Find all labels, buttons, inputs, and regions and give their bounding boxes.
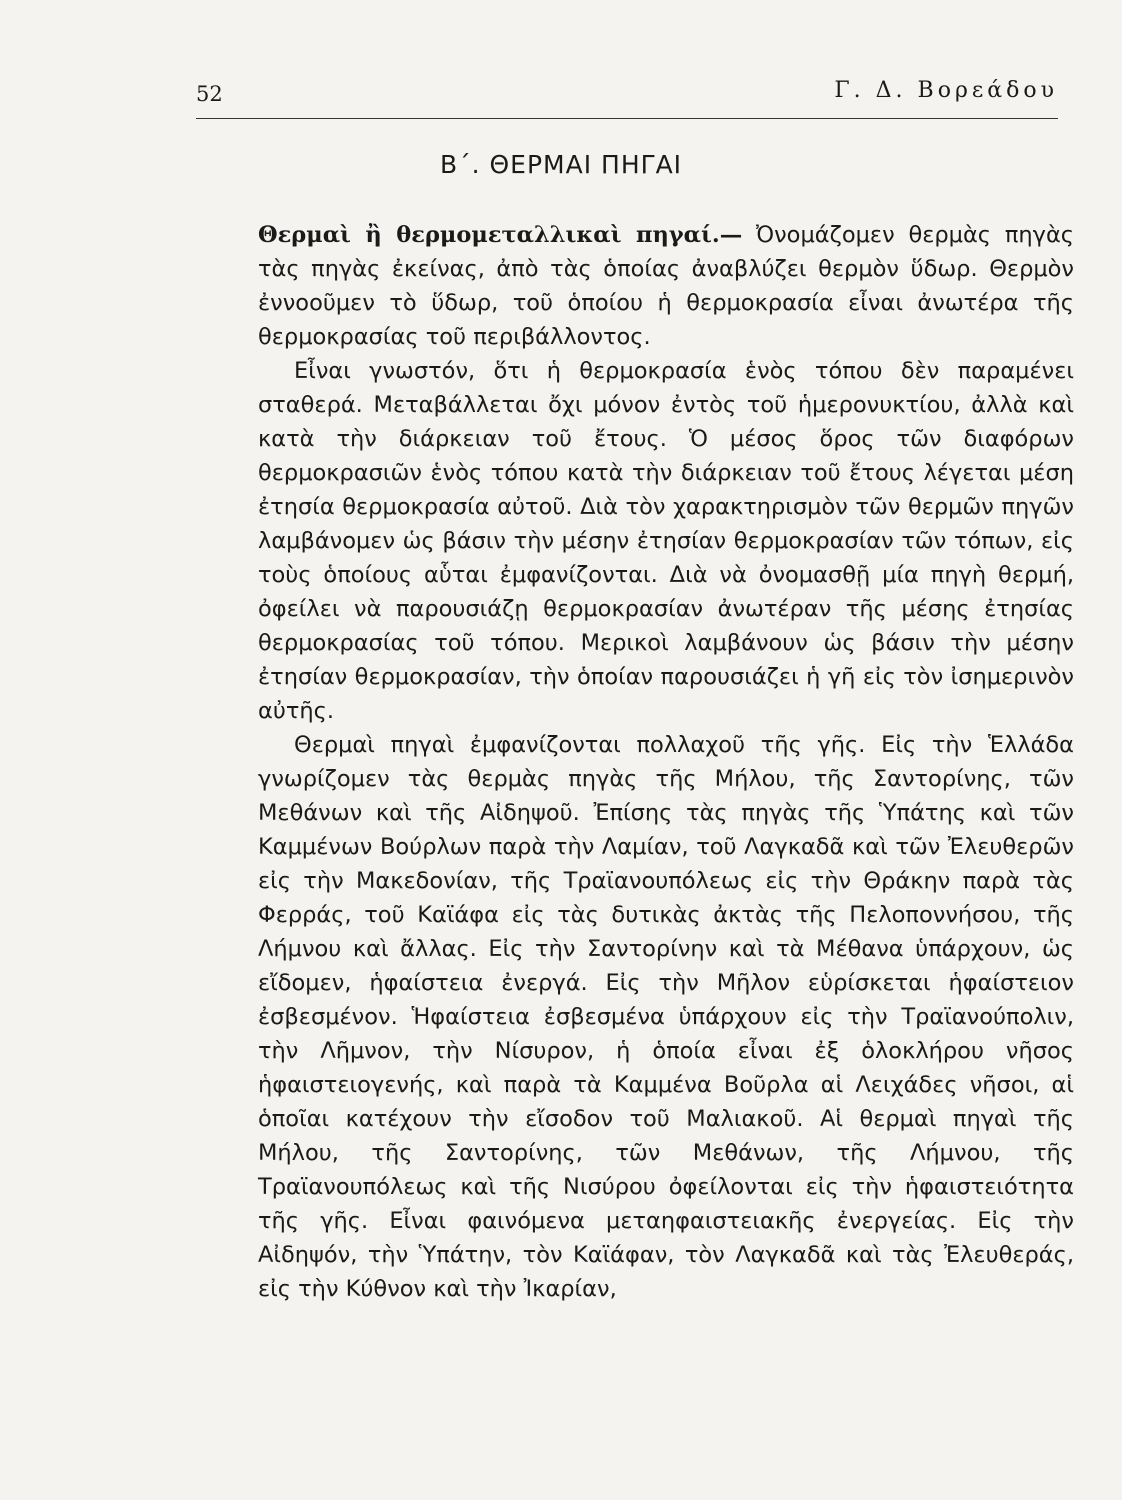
page-number: 52 bbox=[196, 82, 223, 106]
paragraph-2: Εἶναι γνωστόν, ὅτι ἡ θερμοκρασία ἑνὸς τόπου δὲν παραμένει σταθερά. Μεταβάλλεται ὄχι μόνον ἐντὸς τοῦ ἡμερονυκτίου, ἀλλὰ καὶ κατὰ τὴν διάρκειαν τοῦ ἔτους. Ὁ μέσος ὅρος τῶν διαφόρων θερμοκρασιῶν ἑνὸς τόπου κατὰ τὴν διάρκειαν τοῦ ἔτους λέγεται μέση ἐτησία θερμοκρασία αὐτοῦ. Διὰ τὸν χαρακτηρισμὸν τῶν θερμῶν πηγῶν λαμβάνομεν ὡς βάσιν τὴν μέσην ἐτησίαν θερμοκρασίαν τῶν τόπων, εἰς τοὺς ὁποίους αὗται ἐμφανίζονται. Διὰ νὰ ὀνομασθῇ μία πηγὴ θερμή, ὀφείλει νὰ παρουσιάζῃ θερμοκρασίαν ἀνωτέραν τῆς μέσης ἐτησίας θερμοκρασίας τοῦ τόπου. Μερικοὶ λαμβάνουν ὡς βάσιν τὴν μέσην ἐτησίαν θερμοκρασίαν, τὴν ὁποίαν παρουσιάζει ἡ γῆ εἰς τὸν ἰσημερινὸν αὐτῆς. bbox=[258, 358, 1074, 724]
paragraph-3: Θερμαὶ πηγαὶ ἐμφανίζονται πολλαχοῦ τῆς γῆς. Εἰς τὴν Ἑλλάδα γνωρίζομεν τὰς θερμὰς πηγὰς τῆς Μήλου, τῆς Σαντορίνης, τῶν Μεθάνων καὶ τῆς Αἰδηψοῦ. Ἐπίσης τὰς πηγὰς τῆς Ὑπάτης καὶ τῶν Καμμένων Βούρλων παρὰ τὴν Λαμίαν, τοῦ Λαγκαδᾶ καὶ τῶν Ἐλευθερῶν εἰς τὴν Μακεδονίαν, τῆς Τραϊανουπόλεως εἰς τὴν Θράκην παρὰ τὰς Φερράς, τοῦ Καϊάφα εἰς τὰς δυτικὰς ἀκτὰς τῆς Πελοποννήσου, τῆς Λήμνου καὶ ἄλλας. Εἰς τὴν Σαντορίνην καὶ τὰ Μέθανα ὑπάρχουν, ὡς εἴδομεν, ἡφαίστεια ἐνεργά. Εἰς τὴν Μῆλον εὑρίσκεται ἡφαίστειον ἐσβεσμένον. Ἡφαίστεια ἐσβεσμένα ὑπάρχουν εἰς τὴν Τραϊανούπολιν, τὴν Λῆμνον, τὴν Νίσυρον, ἡ ὁποία εἶναι ἐξ ὁλοκλήρου νῆσος ἡφαιστειογενής, καὶ παρὰ τὰ Καμμένα Βοῦρλα αἱ Λειχάδες νῆσοι, αἱ ὁποῖαι κατέχουν τὴν εἴσοδον τοῦ Μαλιακοῦ. Αἱ θερμαὶ πηγαὶ τῆς Μήλου, τῆς Σαντορίνης, τῶν Μεθάνων, τῆς Λήμνου, τῆς Τραϊανουπόλεως καὶ τῆς Νισύρου ὀφείλονται εἰς τὴν ἡφαιστειότητα τῆς γῆς. Εἶναι φαινόμενα μεταηφαιστειακῆς ἐνεργείας. Εἰς τὴν Αἰδηψόν, τὴν Ὑπάτην, τὸν Καϊάφαν, τὸν Λαγκαδᾶ καὶ τὰς Ἐλευθεράς, εἰς τὴν Κύθνον καὶ τὴν Ἰκαρίαν, bbox=[258, 732, 1074, 1302]
paragraph-1-text: Ὀνομάζομεν θερμὰς πηγὰς τὰς πηγὰς ἐκείνας, ἀπὸ τὰς ὁποίας ἀναβλύζει θερμὸν ὕδωρ. Θερμὸν ἐννοοῦμεν τὸ ὕδωρ, τοῦ ὁποίου ἡ θερμοκρασία εἶναι ἀνωτέρα τῆς θερμοκρασίας τοῦ περιβάλλοντος. bbox=[258, 222, 1074, 350]
body-text bbox=[258, 218, 1074, 1306]
running-head: Γ. Δ. Βορεάδου bbox=[834, 78, 1058, 103]
paragraph-lead-heading: Θερμαὶ ἢ θερμομεταλλικαὶ πηγαί.— bbox=[258, 222, 743, 248]
header-rule bbox=[196, 118, 1058, 119]
paragraph-1 bbox=[258, 218, 1074, 354]
page-header bbox=[196, 74, 1058, 114]
section-title: Β΄. ΘΕΡΜΑΙ ΠΗΓΑΙ bbox=[439, 150, 683, 179]
